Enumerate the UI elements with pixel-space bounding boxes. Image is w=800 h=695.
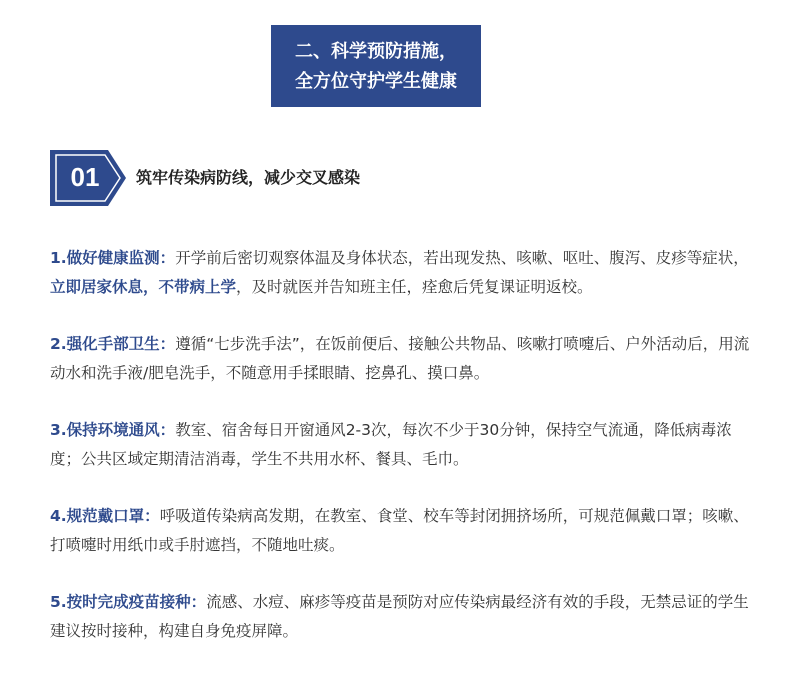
list-item bbox=[50, 588, 750, 646]
item-lead: 3.保持环境通风： bbox=[50, 421, 176, 439]
section-number: 01 bbox=[70, 162, 100, 192]
list-item bbox=[50, 502, 750, 560]
list-item bbox=[50, 330, 750, 388]
item-text: 开学前后密切观察体温及身体状态，若出现发热、咳嗽、呕吐、腹泻、皮疹等症状， bbox=[175, 249, 749, 267]
list-item bbox=[50, 244, 750, 302]
item-lead: 2.强化手部卫生： bbox=[50, 335, 176, 353]
section-heading: 筑牢传染病防线，减少交叉感染 bbox=[136, 168, 361, 187]
title-line-1: 二、科学预防措施， bbox=[295, 41, 457, 62]
section-title-banner bbox=[271, 25, 481, 107]
item-text: 遵循“七步洗手法”，在饭前便后、接触公共物品、咳嗽打喷嚏后、户外活动后，用流动水和洗手液/肥皂洗手，不随意用手揉眼睛、挖鼻孔、摸口鼻。 bbox=[50, 335, 750, 382]
section-number-badge bbox=[50, 150, 130, 210]
item-emphasis: 立即居家休息，不带病上学 bbox=[50, 278, 237, 296]
item-text: 流感、水痘、麻疹等疫苗是预防对应传染病最经济有效的手段，无禁忌证的学生建议按时接种，构建自身免疫屏障。 bbox=[50, 593, 749, 640]
measure-list bbox=[50, 244, 750, 646]
item-text: 教室、宿舍每日开窗通风2-3次，每次不少于30分钟，保持空气流通，降低病毒浓度；公共区域定期清洁消毒，学生不共用水杯、餐具、毛巾。 bbox=[50, 421, 732, 468]
item-text: 呼吸道传染病高发期，在教室、食堂、校车等封闭拥挤场所，可规范佩戴口罩；咳嗽、打喷嚏时用纸巾或手肘遮挡，不随地吐痰。 bbox=[50, 507, 749, 554]
item-lead: 4.规范戴口罩： bbox=[50, 507, 160, 525]
item-lead: 1.做好健康监测： bbox=[50, 249, 176, 267]
list-item bbox=[50, 416, 750, 474]
item-lead: 5.按时完成疫苗接种： bbox=[50, 593, 207, 611]
item-text-tail: ，及时就医并告知班主任，痊愈后凭复课证明返校。 bbox=[236, 278, 593, 296]
title-line-2: 全方位守护学生健康 bbox=[295, 71, 457, 92]
